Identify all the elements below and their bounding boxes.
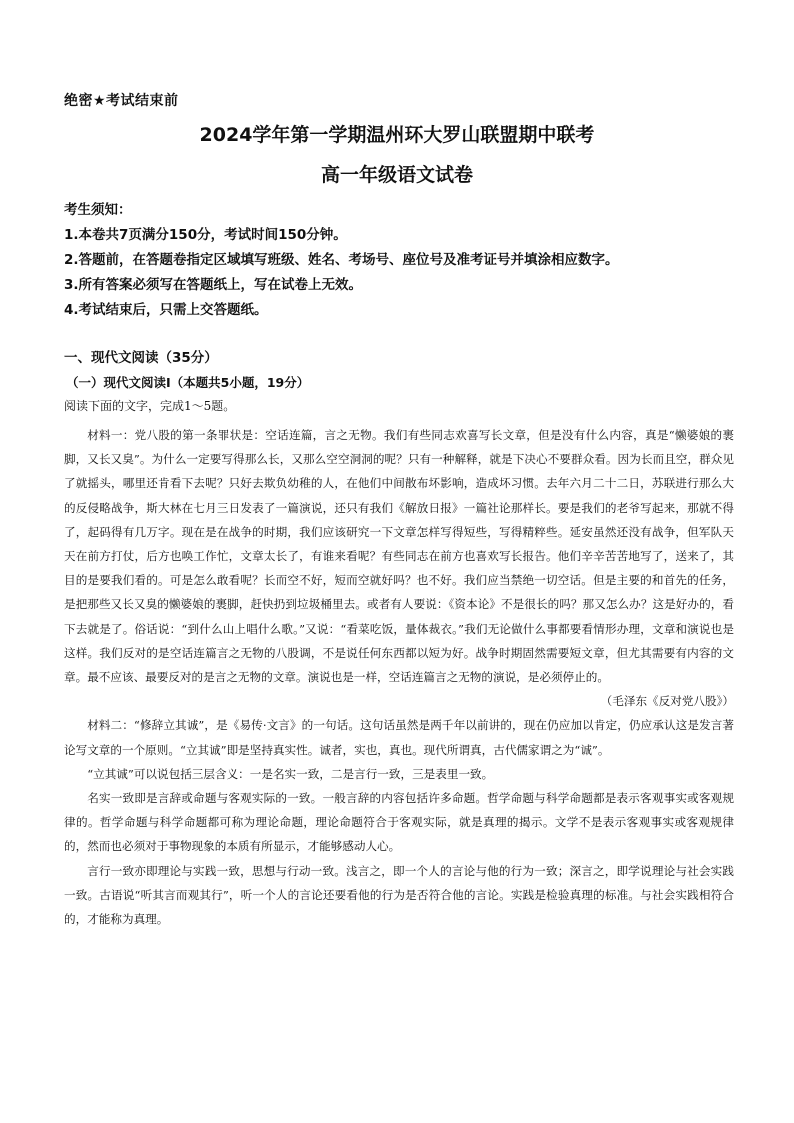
material-two-paragraph: “立其诚”可以说包括三层含义：一是名实一致，二是言行一致，三是表里一致。 — [87, 766, 494, 781]
notice-item: 3.所有答案必须写在答题纸上，写在试卷上无效。 — [64, 277, 363, 293]
notice-item: 2.答题前，在答题卷指定区域填写班级、姓名、考场号、座位号及准考证号并填涂相应数字。 — [64, 252, 619, 268]
notice-heading: 考生须知： — [64, 202, 132, 218]
material-one-source: （毛泽东《反对党八股》） — [600, 694, 734, 709]
candidate-notice — [64, 198, 744, 323]
paper-title: 高一年级语文试卷 — [320, 164, 473, 186]
material-two-paragraph: 名实一致即是言辞或命题与客观实际的一致。一般言辞的内容包括许多命题。哲学命题与科学命题都是表示客观事实或客观规律的。哲学命题与科学命题都可称为理论命题，理论命题符合于客观实际，就是真理的揭示。文学不是表示客观事实或客观规律的，然而也必须对于事物现象的本质有所显示，才能够感动人心。 — [64, 791, 734, 854]
material-one-paragraph: 材料一：党八股的第一条罪状是：空话连篇，言之无物。我们有些同志欢喜写长文章，但是没有什么内容，真是“懒婆娘的裹脚，又长又臭”。为什么一定要写得那么长，又那么空空洞洞的呢？只有一种解释，就是下决心不要群众看。因为长而且空，群众见了就摇头，哪里还肯看下去呢？只好去欺负幼稚的人，在他们中间散布坏影响，造成坏习惯。去年六月二十二日，苏联进行那么大的反侵略战争，斯大林在七月三日发表了一篇演说，还只有我们《解放日报》一篇社论那样长。要是我们的老爷写起来，那就不得了，起码得有几万字。现在是在战争的时期，我们应该研究一下文章怎样写得短些，写得精粹些。延安虽然还没有战争，但军队天天在前方打仗，后方也唤工作忙，文章太长了，有谁来看呢？有些同志在前方也喜欢写长报告。他们辛辛苦苦地写了，送来了，其目的是要我们看的。可是怎么敢看呢？长而空不好，短而空就好吗？也不好。我们应当禁绝一切空话。但是主要的和首先的任务，是把那些又长又臭的懒婆娘的裹脚，赶快扔到垃圾桶里去。或者有人要说：《资本论》不是很长的吗？那又怎么办？这是好办的，看下去就是了。俗话说：“到什么山上唱什么歌。”又说：“看菜吃饭，量体裁衣。”我们无论做什么事都要看情形办理，文章和演说也是这样。我们反对的是空话连篇言之无物的八股调，不是说任何东西都以短为好。战争时期固然需要短文章，但尤其需要有内容的文章。最不应该、最要反对的是言之无物的文章。演说也是一样，空话连篇言之无物的演说，是必须停止的。 — [64, 428, 734, 685]
notice-item: 4.考试结束后，只需上交答题纸。 — [64, 302, 268, 318]
section-subheading: （一）现代文阅读Ⅰ（本题共5小题，19分） — [66, 375, 310, 390]
reading-passage — [64, 423, 734, 931]
material-two-paragraph: 材料二：“修辞立其诚”，是《易传·文言》的一句话。这句话虽然是两千年以前讲的，现在仍应加以肯定，仍应承认这是发言著论写文章的一个原则。“立其诚”即是坚持真实性。诚者，实也，真也。现代所谓真，古代儒家谓之为“诚”。 — [64, 718, 734, 757]
section-heading: 一、现代文阅读（35分） — [64, 350, 218, 366]
reading-instruction: 阅读下面的文字，完成1～5题。 — [64, 399, 236, 413]
notice-item: 1.本卷共7页满分150分，考试时间150分钟。 — [64, 227, 347, 243]
exam-title: 2024学年第一学期温州环大罗山联盟期中联考 — [199, 124, 595, 146]
material-two-paragraph: 言行一致亦即理论与实践一致，思想与行动一致。浅言之，即一个人的言论与他的行为一致；深言之，即学说理论与社会实践一致。古语说“听其言而观其行”，听一个人的言论还要看他的行为是否符合他的言论。实践是检验真理的标准。与社会实践相符合的，才能称为真理。 — [64, 863, 734, 927]
secret-label: 绝密★考试结束前 — [64, 93, 179, 109]
